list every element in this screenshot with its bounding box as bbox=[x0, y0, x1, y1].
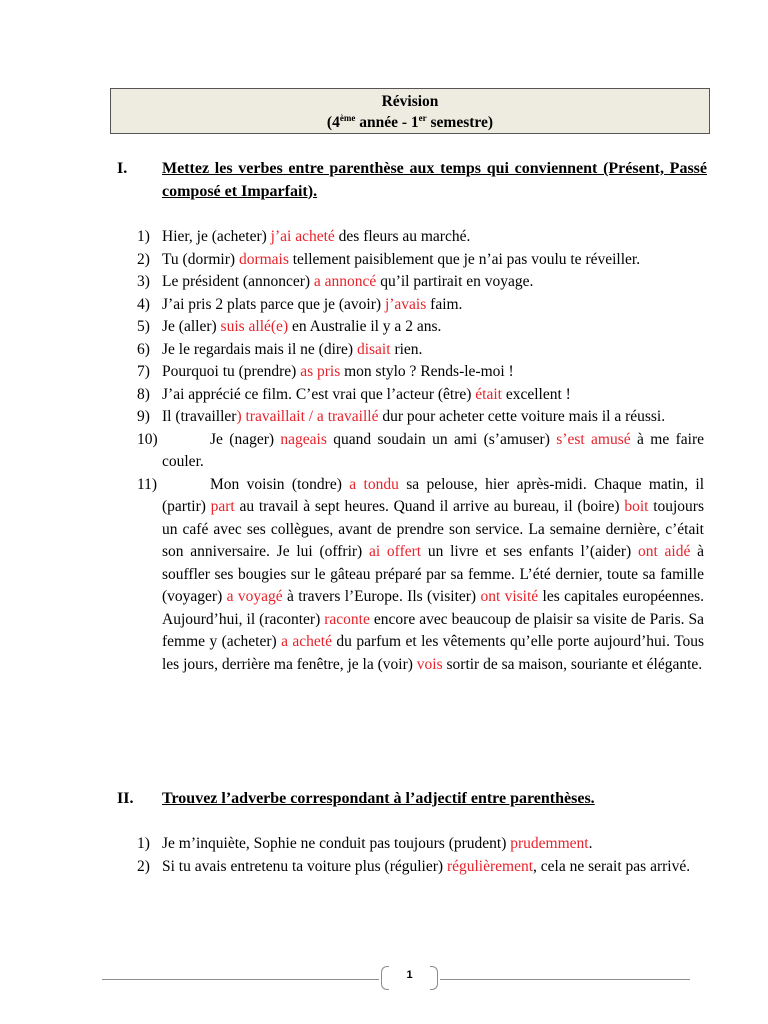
prompt-text: à me faire couler. bbox=[162, 430, 704, 470]
item-number: 8) bbox=[137, 385, 150, 403]
answer-text: prudemment bbox=[510, 835, 589, 852]
section-1-title: Mettez les verbes entre parenthèse aux temps qui conviennent (Présent, Passé composé et Imparfait). bbox=[162, 160, 707, 200]
footer-rule-left bbox=[102, 979, 379, 980]
item-text bbox=[162, 316, 704, 339]
prompt-text: sa pelouse, hier après-midi. Chaque matin, il (partir) bbox=[162, 475, 705, 515]
answer-text: était bbox=[475, 385, 502, 403]
answer-text: ) travaillait / a travaillé bbox=[236, 408, 379, 425]
item-number: 6) bbox=[137, 340, 150, 358]
answer-text: j’ai acheté bbox=[270, 228, 335, 245]
section-2-title: Trouvez l’adverbe correspondant à l’adjectif entre parenthèses. bbox=[162, 790, 595, 807]
item-text bbox=[162, 249, 704, 272]
item-number: 10) bbox=[137, 430, 158, 448]
title-line-2: (4ème année - 1er semestre) bbox=[326, 112, 494, 131]
answer-text: disait bbox=[356, 340, 391, 358]
answer-text: a acheté bbox=[281, 633, 332, 650]
answer-text: dormais bbox=[238, 250, 289, 268]
prompt-text: des fleurs au marché. bbox=[334, 228, 471, 245]
prompt-text: Je le regardais mais il ne (dire) bbox=[162, 340, 357, 358]
answer-text: a annoncé bbox=[313, 273, 377, 290]
list-item bbox=[137, 316, 704, 339]
item-text bbox=[162, 226, 704, 249]
item-text bbox=[162, 339, 704, 362]
title-box bbox=[110, 88, 710, 134]
answer-text: nageais bbox=[280, 430, 327, 448]
section-2-number: II. bbox=[117, 790, 134, 807]
prompt-text: J’ai apprécié ce film. C’est vrai que l’acteur (être) bbox=[162, 385, 476, 403]
answer-text: raconte bbox=[324, 610, 370, 628]
answer-text: s’est amusé bbox=[556, 430, 631, 448]
prompt-text: Tu (dormir) bbox=[162, 250, 239, 268]
item-number: 9) bbox=[137, 408, 150, 425]
prompt-text: faim. bbox=[426, 295, 463, 313]
answer-text: suis allé(e) bbox=[220, 318, 289, 335]
prompt-text: rien. bbox=[390, 340, 423, 358]
list-item bbox=[137, 406, 704, 429]
prompt-text: . bbox=[588, 835, 593, 852]
prompt-text: Hier, je (acheter) bbox=[162, 228, 271, 245]
answer-text: a voyagé bbox=[226, 588, 283, 605]
answer-text: as pris bbox=[300, 363, 341, 380]
prompt-text: , cela ne serait pas arrivé. bbox=[533, 857, 691, 875]
section-1-list bbox=[137, 226, 704, 676]
prompt-text: à travers l’Europe. Ils (visiter) bbox=[282, 588, 481, 605]
prompt-text: mon stylo ? Rends-le-moi ! bbox=[340, 363, 514, 380]
prompt-text: en Australie il y a 2 ans. bbox=[288, 318, 442, 335]
item-number: 1) bbox=[137, 228, 150, 245]
section-2-list bbox=[137, 833, 704, 878]
answer-text: ont aidé bbox=[637, 543, 691, 560]
item-number: 5) bbox=[137, 318, 150, 335]
item-text bbox=[162, 361, 704, 384]
list-item bbox=[137, 361, 704, 384]
answer-text: a tondu bbox=[349, 475, 399, 493]
prompt-text: Mon voisin (tondre) bbox=[210, 475, 350, 493]
title-line-1: Révision bbox=[381, 93, 439, 110]
prompt-text: J’ai pris 2 plats parce que je (avoir) bbox=[162, 295, 385, 313]
item-number: 2) bbox=[137, 857, 150, 875]
prompt-text: à souffler ses bougies sur le gâteau préparé par sa femme. L’été dernier, toute sa famille (voyager) bbox=[162, 543, 705, 605]
list-item bbox=[137, 271, 704, 294]
answer-text: j’avais bbox=[384, 295, 427, 313]
prompt-text: Le président (annoncer) bbox=[162, 273, 314, 290]
section-1-number: I. bbox=[117, 160, 128, 177]
item-number: 11) bbox=[137, 475, 158, 493]
answer-text: vois bbox=[416, 655, 443, 673]
list-item bbox=[137, 856, 704, 879]
list-item bbox=[137, 294, 704, 317]
prompt-text: qu’il partirait en voyage. bbox=[376, 273, 534, 290]
item-text bbox=[162, 406, 704, 429]
prompt-text: Je m’inquiète, Sophie ne conduit pas toujours (prudent) bbox=[162, 835, 511, 852]
item-text bbox=[162, 856, 704, 879]
prompt-text: les capitales européennes. Aujourd’hui, il (raconter) bbox=[162, 588, 705, 628]
item-number: 3) bbox=[137, 273, 150, 290]
answer-text: part bbox=[210, 498, 235, 515]
footer-bracket-right bbox=[430, 966, 438, 990]
prompt-text: Je (nager) bbox=[210, 430, 281, 448]
prompt-text: au travail à sept heures. Quand il arrive au bureau, il (boire) bbox=[234, 498, 625, 515]
item-text bbox=[162, 294, 704, 317]
item-text bbox=[162, 429, 704, 474]
list-item bbox=[137, 339, 704, 362]
prompt-text: dur pour acheter cette voiture mais il a réussi. bbox=[378, 408, 666, 425]
item-text bbox=[162, 271, 704, 294]
list-item bbox=[137, 249, 704, 272]
footer-bracket-left bbox=[381, 966, 389, 990]
answer-text: régulièrement bbox=[446, 857, 534, 875]
footer-rule-right bbox=[440, 979, 690, 980]
prompt-text: Pourquoi tu (prendre) bbox=[162, 363, 301, 380]
prompt-text: du parfum et les vêtements qu’elle porte aujourd’hui. Tous les jours, derrière ma fenêtre, je la (voir) bbox=[162, 633, 704, 673]
list-item bbox=[137, 429, 704, 474]
item-number: 4) bbox=[137, 295, 150, 313]
item-number: 7) bbox=[137, 363, 150, 380]
prompt-text: Si tu avais entretenu ta voiture plus (régulier) bbox=[162, 857, 447, 875]
prompt-text: tellement paisiblement que je n’ai pas voulu te réveiller. bbox=[288, 250, 641, 268]
item-text bbox=[162, 384, 704, 407]
prompt-text: un livre et ses enfants l’(aider) bbox=[421, 543, 638, 560]
prompt-text: Je (aller) bbox=[162, 318, 221, 335]
prompt-text: sortir de sa maison, souriante et élégante. bbox=[442, 655, 703, 673]
prompt-text: Il (travailler bbox=[162, 408, 237, 425]
list-item bbox=[137, 833, 704, 856]
list-item bbox=[137, 384, 704, 407]
item-number: 1) bbox=[137, 835, 150, 852]
answer-text: ai offert bbox=[368, 543, 422, 560]
list-item bbox=[137, 226, 704, 249]
prompt-text: quand soudain un ami (s’amuser) bbox=[326, 430, 557, 448]
answer-text: boit bbox=[624, 498, 649, 515]
prompt-text: toujours un café avec ses collègues, avant de prendre son service. La semaine dernière, c’était son anniversaire. Je lui (offrir) bbox=[162, 498, 705, 560]
item-text bbox=[162, 833, 704, 856]
list-item bbox=[137, 474, 704, 677]
prompt-text: excellent ! bbox=[501, 385, 571, 403]
item-text bbox=[162, 474, 704, 677]
prompt-text: encore avec beaucoup de plaisir sa visite de Paris. Sa femme y (acheter) bbox=[162, 610, 704, 650]
page-number: 1 bbox=[406, 969, 413, 981]
answer-text: ont visité bbox=[480, 588, 539, 605]
item-number: 2) bbox=[137, 250, 150, 268]
